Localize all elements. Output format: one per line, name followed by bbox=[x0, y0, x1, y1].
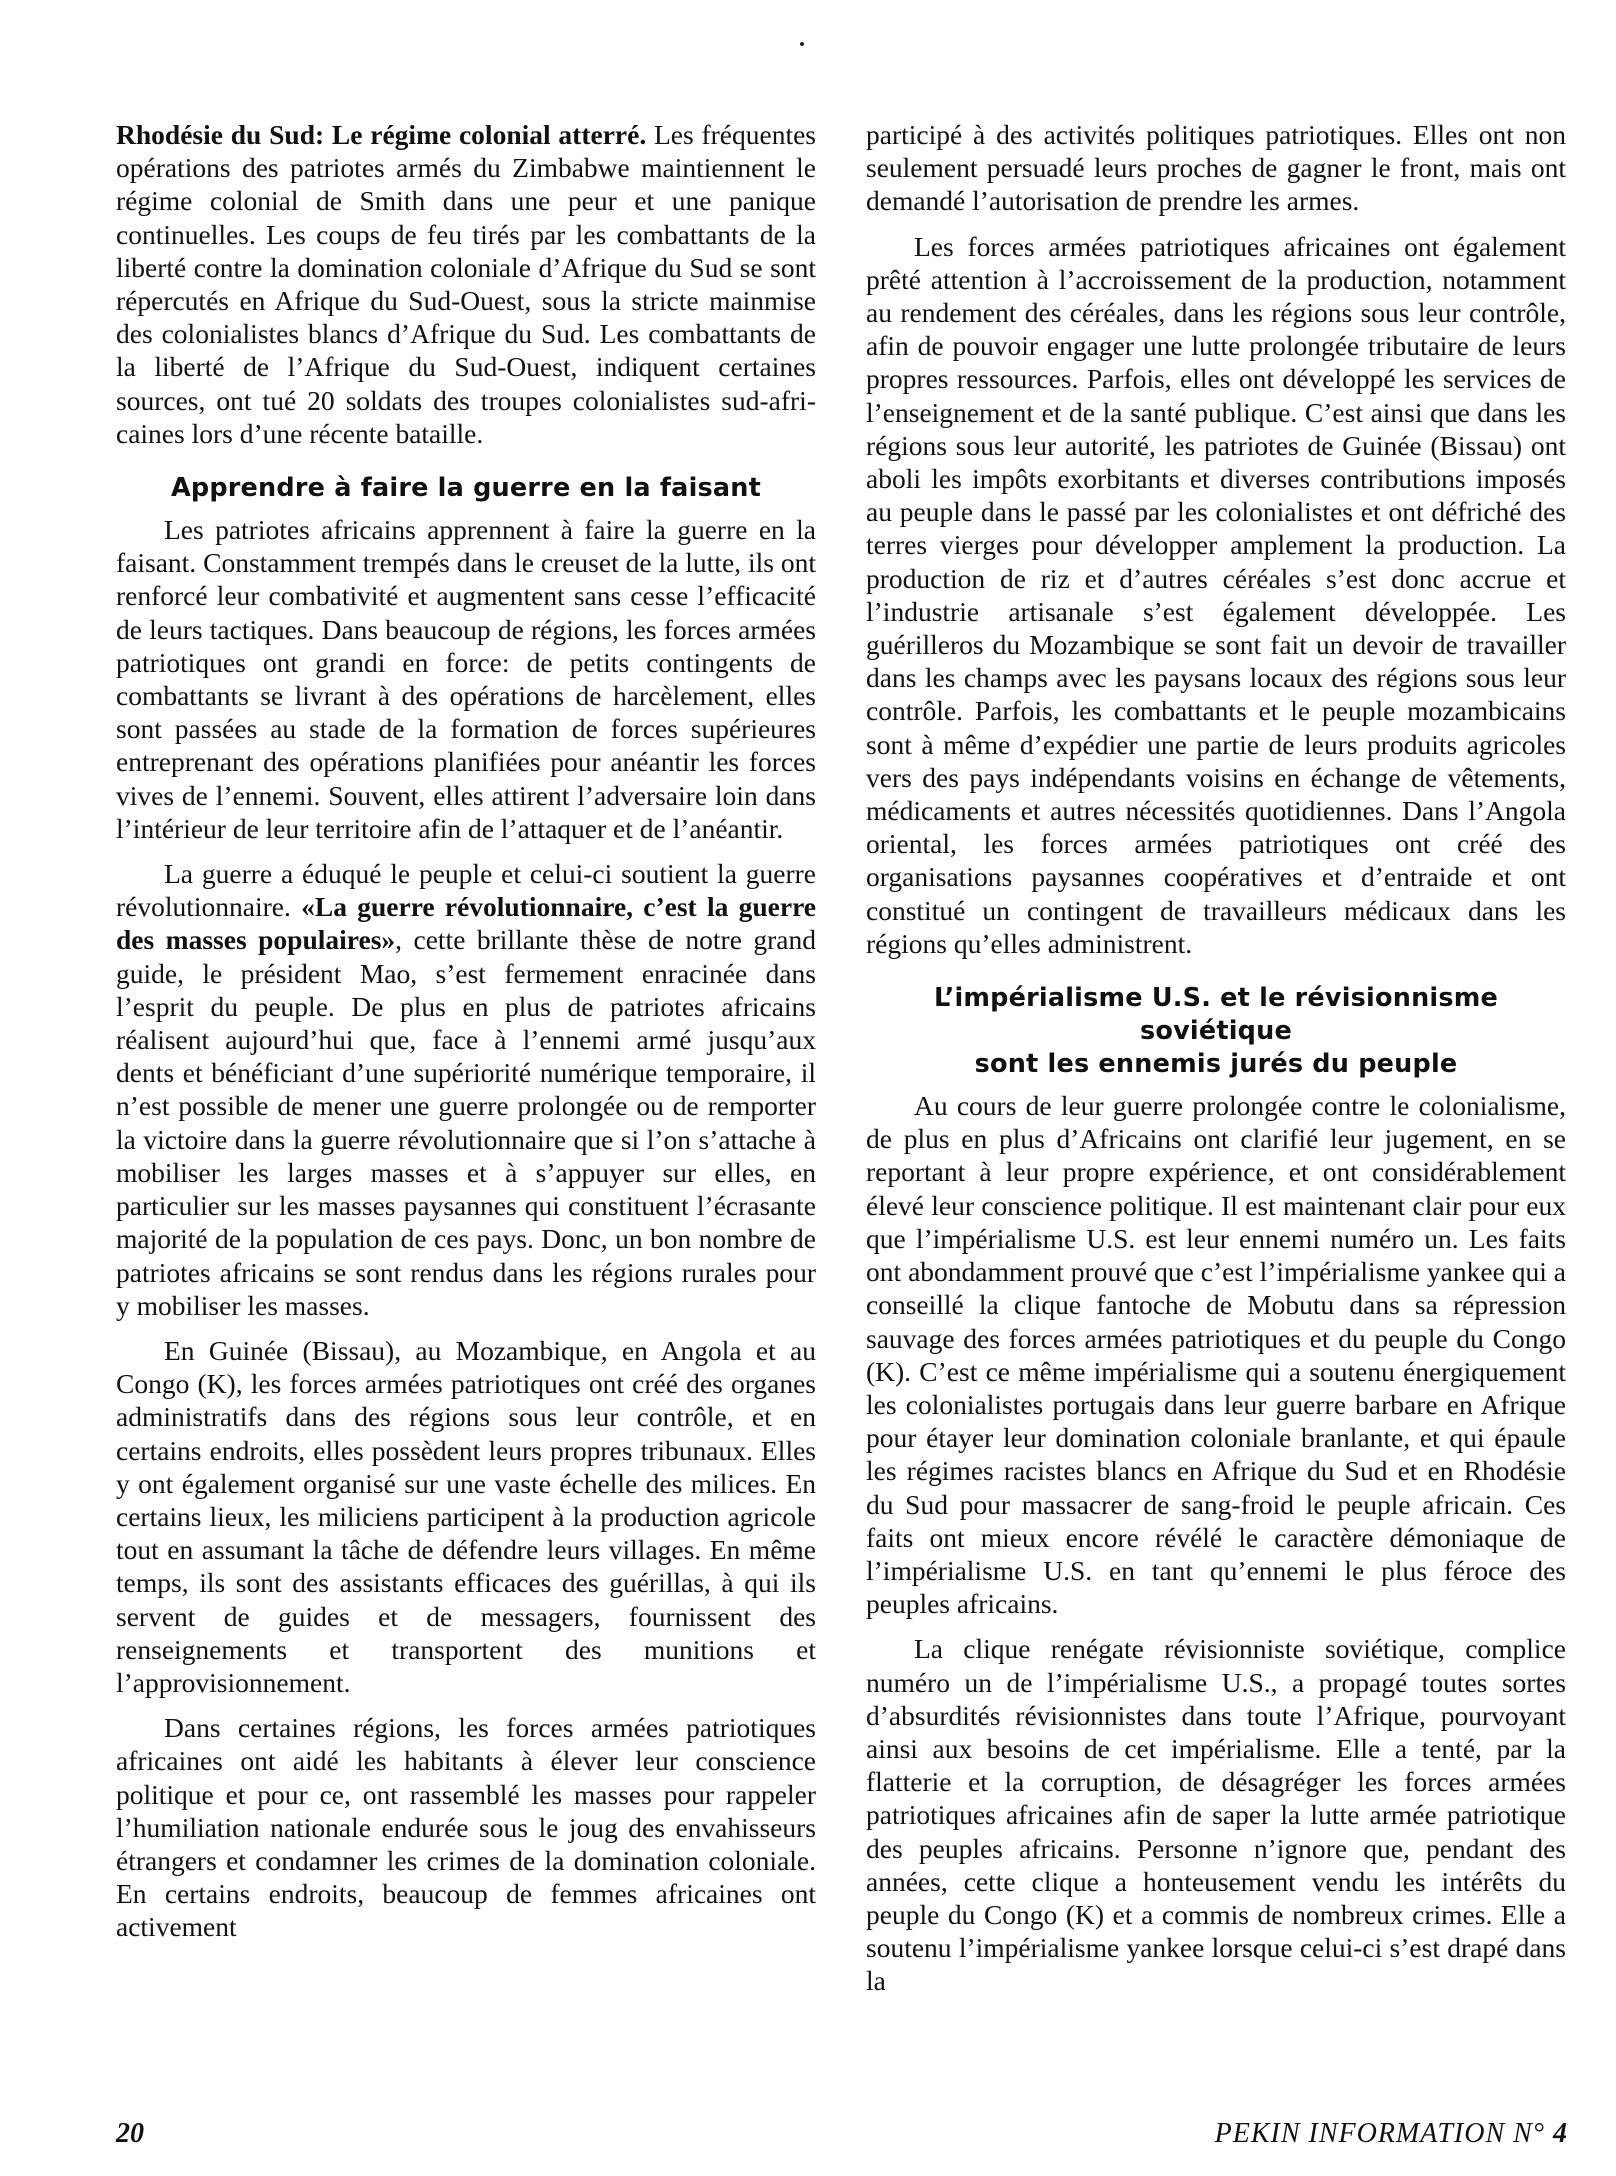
paragraph: Dans certaines régions, les forces armées patriotiques africaines ont aidé les habitants à élever leur conscience politique et pour ce, ont rassemblé les masses pour rappeler l’humiliation nationale endurée sous le joug des envahisseurs étrangers et condamner les crimes de la domination coloniale. En certains endroits, beaucoup de femmes africaines ont activement bbox=[116, 1712, 816, 1943]
paragraph: Au cours de leur guerre prolongée contre le colonialisme, de plus en plus d’Africains ont clarifié leur jugement, en se reportant à leur propre expérience, et ont considérablement élevé leur conscience politique. Il est maintenant clair pour eux que l’impérialisme U.S. est leur ennemi numéro un. Les faits ont abondamment prouvé que c’est l’impérialisme yankee qui a conseillé la clique fantoche de Mobutu dans sa répression sauvage des forces armées patriotiques et du peuple du Congo (K). C’est ce même impérialisme qui a soutenu énergiquement les colonialistes portugais dans leur guerre barbare en Afrique pour étayer leur domination coloniale branlante, et qui épaule les régimes racistes blancs en Afrique du Sud et en Rhodésie du Sud pour massacrer de sang-froid le peuple africain. Ces faits ont mieux encore révélé le caractère démoniaque de l’impérialisme U.S. en tant qu’ennemi le plus féroce des peuples africains. bbox=[866, 1090, 1566, 1620]
section-heading-apprendre: Apprendre à faire la guerre en la faisant bbox=[170, 473, 762, 504]
paragraph: Les forces armées patriotiques africaines ont également prêté attention à l’accroissement de la production, notamment au rendement des céréales, dans les régions sous leur contrôle, afin de pouvoir engager une lutte prolongée tributaire de leurs propres ressources. Parfois, elles ont développé les services de l’enseignement et de la santé publique. C’est ainsi que dans les régions sous leur autorité, les patriotes de Guinée (Bissau) ont aboli les impôts exorbitants et diverses contributions imposés au peuple dans le passé par les colonialistes et ont défriché des terres vierges pour développer amplement la production. La production de riz et d’autres céréales s’est donc accrue et l’industrie artisanale s’est également développée. Les guérilleros du Mozambique se sont fait un devoir de travailler dans les champs avec les paysans locaux des régions sous leur contrôle. Parfois, les combattants et le peuple mozambicains sont à même d’expédier une partie de leurs produits agricoles vers des pays indépendants voisins en échange de vêtements, médicaments et autres nécessités quotidiennes. Dans l’Angola oriental, les forces armées patriotiques ont créé des organisations paysannes coopératives et d’entraide et ont constitué un contingent de travailleurs médicaux dans les régions qu’elles administrent. bbox=[866, 230, 1566, 959]
paragraph-mao-quote bbox=[116, 857, 816, 1322]
left-column bbox=[116, 118, 816, 1956]
publication-footer bbox=[1215, 2118, 1568, 2150]
paragraph-text: La guerre a éduqué le peuple et celui-ci soutient la guerre révolutionnaire. bbox=[116, 858, 816, 923]
right-column bbox=[866, 118, 1566, 2010]
section-heading-imperialisme bbox=[866, 982, 1566, 1081]
paragraph: Les patriotes africains apprennent à faire la guerre en la faisant. Constamment trempés dans le creuset de la lutte, ils ont renforcé leur combativité et augmentent sans cesse l’efficacité de leurs tactiques. Dans beaucoup de régions, les forces armées patriotiques ont grandi en force: de petits contingents de combattants se livrant à des opérations de harcèlement, elles sont passées au stade de la formation de forces supérieures entreprenant des opérations planifiées pour anéantir les forces vives de l’ennemi. Souvent, elles attirent l’adversaire loin dans l’intérieur de leur territoire afin de l’attaquer et de l’anéantir. bbox=[116, 514, 816, 844]
heading-line: L’impérialisme U.S. et le révisionnisme soviétique bbox=[933, 983, 1499, 1047]
paragraph-text: Les fréquentes opérations des patriotes armés du Zimbabwe maintiennent le régime colonial de Smith dans une peur et une panique continuelles. Les coups de feu tirés par les combattants de la liberté contre la domination coloniale d’Afrique du Sud se sont répercutés en Afrique du Sud-Ouest, sous la stricte mainmise des colonialistes blancs d’Afrique du Sud. Les combattants de la liberté de l’Afrique du Sud-Ouest, indiquent certaines sources, ont tué 20 soldats des troupes colonialistes sud-africaines lors d’une récente bataille. bbox=[116, 119, 817, 449]
page-number: 20 bbox=[116, 2118, 144, 2149]
paragraph-lead-title: Rhodésie du Sud: Le régime colonial atterré. bbox=[116, 119, 647, 150]
paragraph-rhodesie bbox=[116, 118, 816, 450]
paragraph-text: , cette brillante thèse de notre grand guide, le président Mao, s’est fermement enracinée dans l’esprit du peuple. De plus en plus de patriotes africains réalisent aujourd’hui que, face à l’ennemi armé jusqu’aux dents et bénéficiant d’une supériorité numérique temporaire, il n’est possible de mener une guerre prolongée ou de remporter la victoire dans la guerre révolutionnaire que si l’on s’attache à mobiliser les larges masses et à s’appuyer sur elles, en particulier sur les masses paysannes qui constituent l’écrasante majorité de la population de ces pays. Donc, un bon nombre de patriotes africains se sont rendus dans les régions rurales pour y mobiliser les masses. bbox=[116, 924, 816, 1321]
issue-number: 4 bbox=[1553, 2118, 1568, 2149]
heading-line: sont les ennemis jurés du peuple bbox=[974, 1049, 1458, 1080]
paragraph-continued: participé à des activités politiques patriotiques. Elles ont non seulement persuadé leurs proches de gagner le front, mais ont demandé l’autorisation de prendre les armes. bbox=[866, 119, 1566, 217]
publication-title: PEKIN INFORMATION N° bbox=[1214, 2118, 1545, 2149]
scan-speck bbox=[800, 42, 804, 46]
paragraph: La clique renégate révisionniste soviétique, complice numéro un de l’impérialisme U.S., a propagé toutes sortes d’absurdités révisionnistes dans toute l’Afrique, pourvoyant ainsi aux besoins de cet impérialisme. Elle a tenté, par la flatterie et la corruption, de désagréger les forces armées patriotiques africaines afin de saper la lutte armée patriotique des peuples africains. Personne n’ignore que, pendant des années, cette clique a honteusement vendu les intérêts du peuple du Congo (K) et a commis de nombreux crimes. Elle a soutenu l’impérialisme yankee lorsque celui-ci s’est drapé dans la bbox=[866, 1633, 1566, 1997]
paragraph: En Guinée (Bissau), au Mozambique, en Angola et au Congo (K), les forces armées patriotiques ont créé des organes administratifs dans des régions sous leur contrôle, et en certains endroits, elles possèdent leurs propres tribunaux. Elles y ont également organisé sur une vaste échelle des milices. En certains lieux, les miliciens participent à la production agricole tout en assumant la tâche de défendre leurs villages. En même temps, ils sont des assistants efficaces des guérillas, à qui ils servent de guides et de messagers, fournissent des renseignements et transportent des munitions et l’approvisionnement. bbox=[116, 1334, 816, 1698]
bold-quotation: «La guerre révolutionnaire, c’est la guerre des masses populaires» bbox=[116, 891, 816, 956]
